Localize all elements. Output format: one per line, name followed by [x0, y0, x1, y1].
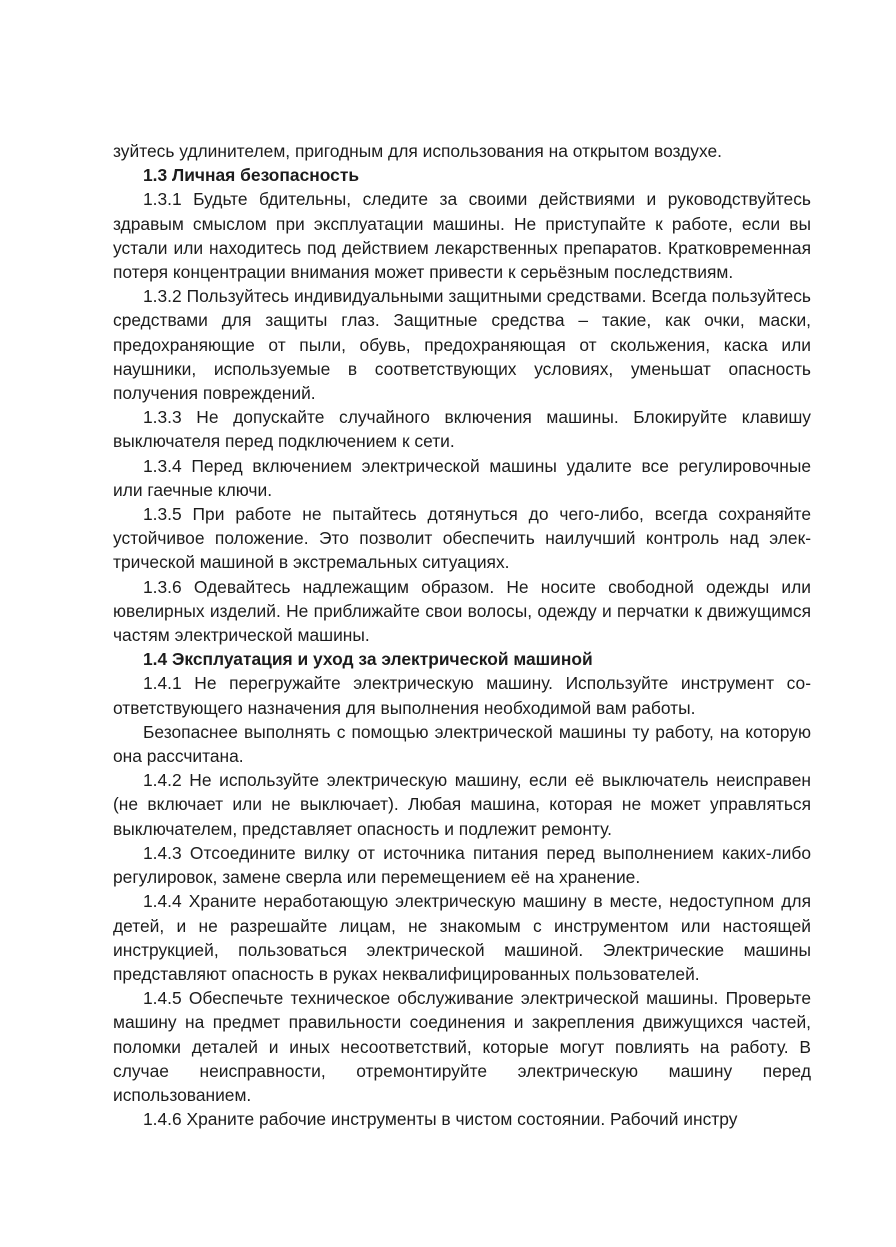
paragraph-1-3-6: 1.3.6 Одевайтесь надлежащим образом. Не носите свободной одежды или ювелирных изделий. Не приближайте свои волосы, одежду и перчатки к движущимся частям электрической машины.: [113, 576, 811, 646]
section-heading-operation-care: 1.4 Эксплуатация и уход за электрической машиной: [143, 649, 593, 670]
document-page: [113, 139, 811, 1131]
paragraph-1-3-1: 1.3.1 Будьте бдительны, следите за своими действиями и руководствуйтесь здравым смыслом при эксплуатации машины. Не приступайте к работе, если вы устали или находитесь под действием лекарственных препаратов. Кратковременная потеря концентрации внимания может привести к серьёзным последствиям.: [113, 189, 811, 283]
paragraph-1-3-3: 1.3.3 Не допускайте случайного включения машины. Блокируйте клавишу выключателя перед подключением к сети.: [113, 407, 811, 452]
paragraph-1-3-2: 1.3.2 Пользуйтесь индивидуальными защитными средствами. Всегда пользуйтесь средствами для защиты глаз. Защитные средства – такие, как очки, маски, предохраняющие от пыли, обувь, предохраняющая от скольжения, каска или наушники, используемые в соответствующих условиях, уменьшат опасность получения повреждений.: [113, 286, 811, 404]
paragraph-1-3-5: 1.3.5 При работе не пытайтесь дотянуться до чего-либо, всегда сохраняйте устойчивое положение. Это позволит обеспечить наилучший контроль над электрической машиной в экстремальных ситуациях.: [113, 504, 811, 573]
paragraph-1-4-3: 1.4.3 Отсоедините вилку от источника питания перед выполнением каких-либо регулировок, замене сверла или перемещением её на хранение.: [113, 842, 811, 888]
paragraph-1-4-2: 1.4.2 Не используйте электрическую машину, если её выключатель неисправен (не включает или не выключает). Любая машина, которая не может управляться выключателем, представляет опасность и подлежит ремонту.: [113, 770, 811, 839]
paragraph-1-4-1: 1.4.1 Не перегружайте электрическую машину. Используйте инструмент соответствующего назначения для выполнения необходимой вам работы.: [113, 673, 811, 718]
paragraph-continuation: зуйтесь удлинителем, пригодным для использования на открытом воздухе.: [113, 141, 722, 161]
paragraph-1-4-1-note: Безопаснее выполнять с помощью электрической машины ту работу, на которую она рассчитана.: [113, 721, 811, 767]
paragraph-1-4-4: 1.4.4 Храните неработающую электрическую машину в месте, недоступном для детей, и не разрешайте лицам, не знакомым с инструментом или настоящей инструкцией, пользоваться электрической машиной. Электрические машины представляют опасность в руках неквалифицированных пользователей.: [113, 891, 811, 984]
paragraph-1-3-4: 1.3.4 Перед включением электрической машины удалите все регулировочные или гаечные ключи.: [113, 455, 811, 500]
paragraph-1-4-6: 1.4.6 Храните рабочие инструменты в чистом состоянии. Рабочий инстру: [143, 1109, 738, 1130]
section-heading-personal-safety: 1.3 Личная безопасность: [143, 165, 360, 186]
paragraph-1-4-5: 1.4.5 Обеспечьте техническое обслуживание электрической машины. Проверьте машину на предмет правильности соединения и закрепления движущихся частей, поломки деталей и иных несоответствий, которые могут повлиять на работу. В случае неисправности, отремонтируйте электрическую машину перед использованием.: [113, 988, 811, 1105]
